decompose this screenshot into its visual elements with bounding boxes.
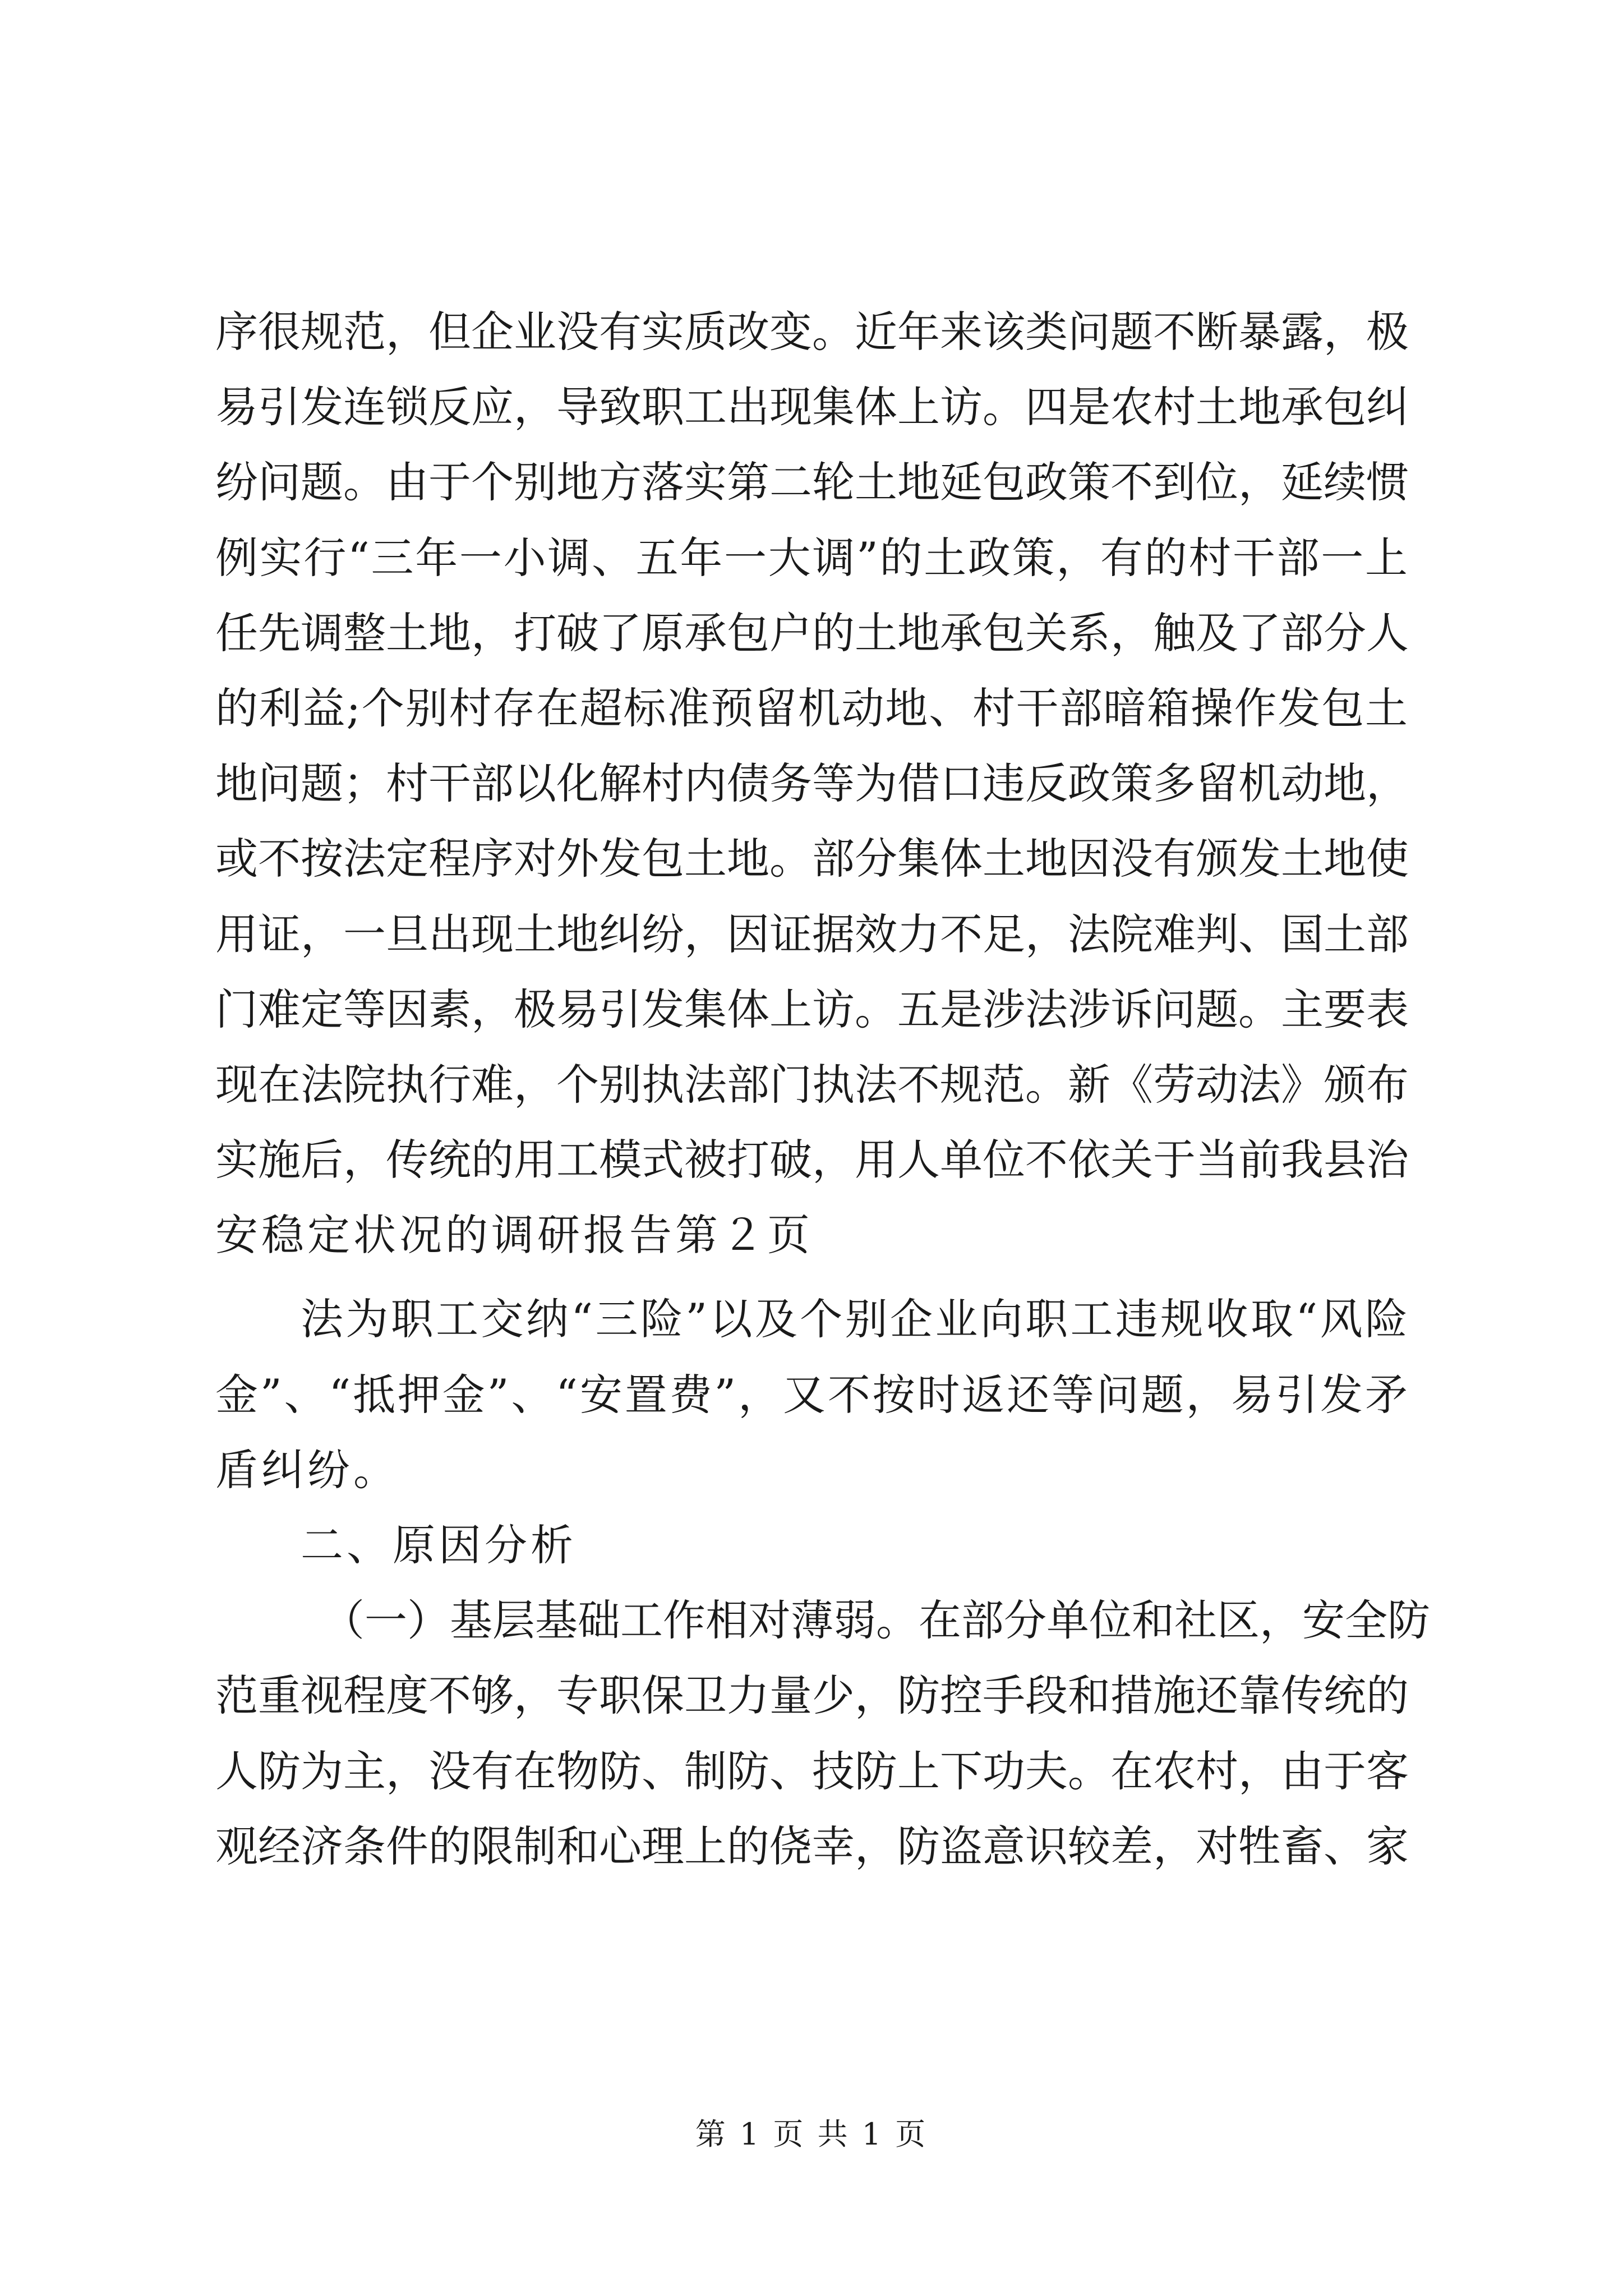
text-line: 观经济条件的限制和心理上的侥幸，防盗意识较差，对牲畜、家 bbox=[215, 1821, 1409, 1871]
text-line: 安稳定状况的调研报告第２页 bbox=[215, 1210, 813, 1260]
page-footer: 第 1 页 共 1 页 bbox=[695, 2116, 928, 2152]
section-heading: 二、原因分析 bbox=[301, 1520, 577, 1570]
text-line: 实施后，传统的用工模式被打破，用人单位不依关于当前我县治 bbox=[215, 1135, 1409, 1185]
text-line: 或不按法定程序对外发包土地。部分集体土地因没有颁发土地使 bbox=[215, 834, 1409, 884]
text-line: 现在法院执行难，个别执法部门执法不规范。新《劳动法》颁布 bbox=[215, 1059, 1409, 1110]
text-line: 金”、“抵押金”、“安置费”，又不按时返还等问题，易引发矛 bbox=[215, 1369, 1408, 1420]
text-line: 范重视程度不够，专职保卫力量少，防控手段和措施还靠传统的 bbox=[215, 1671, 1409, 1721]
text-line: 盾纠纷。 bbox=[215, 1444, 399, 1495]
text-line: 序很规范，但企业没有实质改变。近年来该类问题不断暴露，极 bbox=[215, 307, 1409, 357]
text-line: 门难定等因素，极易引发集体上访。五是涉法涉诉问题。主要表 bbox=[215, 984, 1409, 1034]
document-body bbox=[215, 295, 1430, 1884]
text-line: 易引发连锁反应，导致职工出现集体上访。四是农村土地承包纠 bbox=[215, 382, 1409, 432]
text-line: 用证，一旦出现土地纠纷，因证据效力不足，法院难判、国土部 bbox=[215, 909, 1409, 959]
paragraph-first-line: 法为职工交纳“三险”以及个别企业向职工违规收取“风险 bbox=[301, 1294, 1408, 1345]
text-line: 人防为主，没有在物防、制防、技防上下功夫。在农村，由于客 bbox=[215, 1746, 1409, 1796]
text-line: 任先调整土地，打破了原承包户的土地承包关系，触及了部分人 bbox=[215, 608, 1409, 658]
text-line: 的利益;个别村存在超标准预留机动地、村干部暗箱操作发包土 bbox=[215, 683, 1408, 733]
text-line: 例实行“三年一小调、五年一大调”的土政策，有的村干部一上 bbox=[215, 532, 1408, 583]
paragraph-first-line: （一）基层基础工作相对薄弱。在部分单位和社区，安全防 bbox=[322, 1595, 1430, 1646]
text-line: 纷问题。由于个别地方落实第二轮土地延包政策不到位，延续惯 bbox=[215, 457, 1409, 508]
paragraph-gap bbox=[215, 1273, 1408, 1282]
text-line: 地问题；村干部以化解村内债务等为借口违反政策多留机动地， bbox=[215, 758, 1409, 809]
